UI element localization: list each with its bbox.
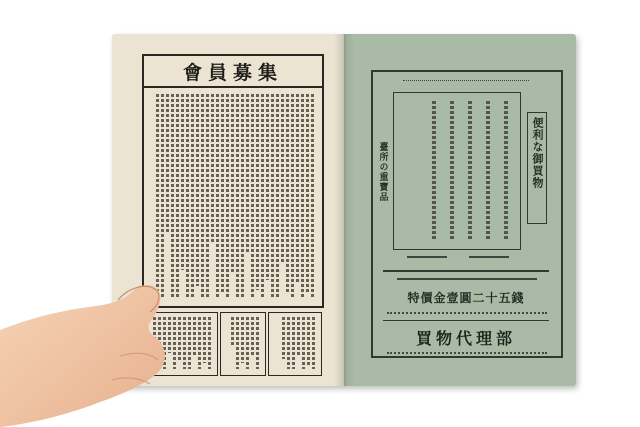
left-page-title: 會員募集: [182, 61, 283, 84]
right-page-right-heading-text: 便利な御買物: [531, 117, 544, 189]
right-page-price: 特價金壹圓二十五錢: [407, 290, 525, 305]
hand-palm: [0, 285, 165, 427]
right-page-bottom-title: 買物代理部: [415, 328, 516, 348]
right-page-left-heading-text: 臺所の重寶品: [377, 142, 388, 202]
